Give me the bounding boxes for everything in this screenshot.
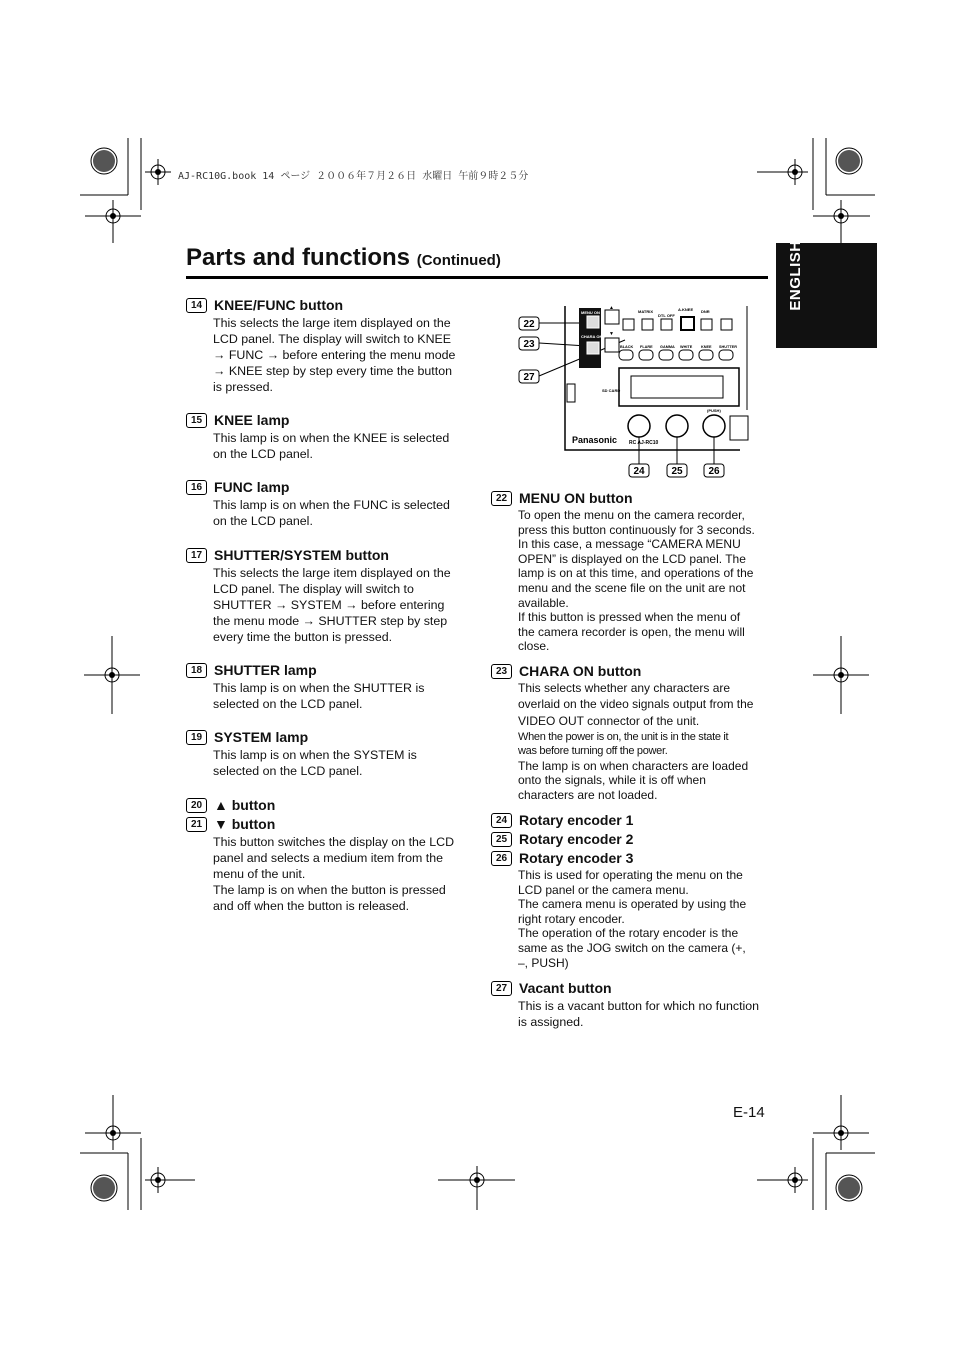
item-description: [213, 747, 466, 779]
text-line: available.: [518, 595, 569, 610]
item-number: 22: [491, 491, 512, 506]
item-description: [518, 868, 776, 970]
item-description: [518, 681, 776, 803]
callout-22-label: 22: [523, 319, 535, 330]
text-line: This lamp is on when the SHUTTER is: [213, 681, 425, 695]
item-heading: [491, 662, 776, 680]
text-line: → KNEE step by step every time the button: [213, 364, 452, 378]
item-description: [213, 834, 466, 914]
callout-24: [629, 464, 649, 477]
model-text: RC AJ-RC10: [629, 440, 659, 446]
title-rule: [186, 276, 768, 279]
text-line: and off when the button is released.: [213, 899, 410, 913]
item-description: [518, 508, 776, 654]
item-27: [491, 979, 776, 1030]
callout-23-label: 23: [523, 339, 535, 350]
text-line: selected on the LCD panel.: [213, 697, 363, 711]
text-line: This lamp is on when the KNEE is selected: [213, 431, 450, 445]
sd-card-text: SD CARD: [602, 388, 621, 393]
item-heading: [186, 796, 466, 814]
item-15: [186, 411, 466, 462]
text-line: SHUTTER → SYSTEM → before entering: [213, 598, 445, 612]
text-line: close.: [518, 639, 550, 654]
item-heading: [186, 728, 466, 746]
text-line: menu and the scene file on the unit are not: [518, 580, 746, 595]
text-line: When the power is on, the unit is in the state it: [518, 730, 729, 743]
text-line: LCD panel. The display will switch to: [213, 582, 414, 596]
text-line: The lamp is on when characters are loaded: [518, 758, 749, 773]
item-number: 26: [491, 851, 512, 866]
item-title: ▼ button: [214, 816, 276, 832]
item-heading: [186, 478, 466, 496]
rotary-encoder-3: [703, 415, 725, 437]
push-label: (PUSH): [707, 408, 721, 413]
text-line: If this button is pressed when the menu of: [518, 610, 741, 625]
up-button-fig: [605, 310, 619, 324]
label-dnr: DNR: [701, 309, 710, 314]
item-14: [186, 296, 466, 395]
item-16: [186, 478, 466, 529]
item-number: 19: [186, 730, 207, 745]
callout-25-label: 25: [671, 466, 683, 477]
item-title: KNEE lamp: [214, 412, 290, 428]
text-line: The lamp is on when the button is pressed: [213, 883, 446, 897]
label-aknee: A.KNEE: [678, 307, 694, 312]
text-line: right rotary encoder.: [518, 911, 625, 926]
item-title: Rotary encoder 2: [519, 831, 634, 847]
text-line: overlaid on the video signals output from the: [518, 696, 754, 711]
item-19: [186, 728, 466, 779]
item-20: [186, 796, 466, 814]
item-title: Rotary encoder 3: [519, 850, 634, 866]
item-number: 27: [491, 981, 512, 996]
text-line: is assigned.: [518, 1015, 584, 1029]
page-title-suffix: (Continued): [416, 252, 501, 269]
item-number: 21: [186, 817, 207, 832]
item-title: ▲ button: [214, 797, 276, 813]
rotary-encoder-1: [628, 415, 650, 437]
text-line: OPEN” is displayed on the LCD panel. The: [518, 551, 746, 566]
item-heading: [186, 411, 466, 429]
item-description: [213, 565, 466, 645]
item-25: [491, 830, 776, 848]
text-line: lamp is on at this time, and operations of the: [518, 566, 754, 581]
text-line: was before turning off the power.: [518, 745, 668, 758]
item-number: 15: [186, 413, 207, 428]
item-title: FUNC lamp: [214, 479, 290, 495]
item-title: SHUTTER/SYSTEM button: [214, 547, 389, 563]
callout-23: [519, 337, 587, 350]
callout-25: [667, 464, 687, 477]
item-description: [213, 430, 466, 462]
text-line: To open the menu on the camera recorder,: [518, 508, 745, 522]
item-number: 16: [186, 480, 207, 495]
text-line: The camera menu is operated by using the: [518, 897, 747, 912]
item-title: KNEE/FUNC button: [214, 297, 344, 313]
item-number: 23: [491, 664, 512, 679]
text-line: –, PUSH): [518, 955, 569, 970]
text-line: the menu mode → SHUTTER step by step: [213, 614, 448, 628]
text-line: panel and selects a medium item from the: [213, 851, 444, 865]
control-panel-figure: [515, 300, 777, 485]
item-heading: [491, 979, 776, 997]
menu-on-button: [587, 316, 599, 328]
text-line: characters are not loaded.: [518, 787, 658, 802]
callout-27-label: 27: [523, 372, 535, 383]
label-dtl-off: DTL OFF: [658, 313, 675, 318]
print-header-line: AJ-RC10G.book 14 ページ ２００６年７月２６日 水曜日 午前９時２５分: [178, 171, 529, 182]
chara-on-text: CHARA ON: [581, 334, 603, 339]
item-number: 24: [491, 813, 512, 828]
label-shutter: SHUTTER: [719, 345, 737, 349]
text-line: every time the button is pressed.: [213, 630, 393, 644]
callout-26-label: 26: [708, 466, 720, 477]
item-21: [186, 815, 466, 914]
language-tab-label: ENGLISH: [787, 240, 804, 311]
text-line: This lamp is on when the SYSTEM is: [213, 748, 417, 762]
item-number: 20: [186, 798, 207, 813]
item-22: [491, 489, 776, 654]
text-line: This button switches the display on the LCD: [213, 835, 455, 849]
item-17: [186, 546, 466, 645]
chara-on-button: [587, 342, 599, 354]
item-description: [518, 998, 776, 1030]
item-18: [186, 661, 466, 712]
item-heading: [186, 546, 466, 564]
item-heading: [186, 296, 466, 314]
label-black: BLACK: [620, 345, 634, 349]
text-line: onto the signals, while it is off when: [518, 773, 706, 788]
text-line: In this case, a message “CAMERA MENU: [518, 537, 741, 552]
item-number: 25: [491, 832, 512, 847]
item-number: 18: [186, 663, 207, 678]
text-line: This selects whether any characters are: [518, 681, 731, 695]
down-button-fig: [605, 338, 619, 352]
text-line: on the LCD panel.: [213, 514, 313, 528]
item-title: CHARA ON button: [519, 663, 642, 679]
text-line: LCD panel or the camera menu.: [518, 882, 689, 897]
item-description: [213, 497, 466, 529]
text-line: The operation of the rotary encoder is the: [518, 926, 739, 941]
text-line: LCD panel. The display will switch to KNEE: [213, 332, 452, 346]
text-line: on the LCD panel.: [213, 447, 313, 461]
text-line: the camera recorder is open, the menu will: [518, 624, 745, 639]
item-title: Rotary encoder 1: [519, 812, 634, 828]
item-title: Vacant button: [519, 980, 612, 996]
text-line: → FUNC → before entering the menu mode: [213, 348, 456, 362]
item-number: 14: [186, 298, 207, 313]
text-line: same as the JOG switch on the camera (+,: [518, 940, 746, 955]
menu-on-text: MENU ON: [581, 310, 600, 315]
lcd-screen: [631, 376, 723, 398]
page-title: [186, 244, 501, 272]
item-24: [491, 811, 776, 829]
item-heading: [186, 661, 466, 679]
item-description: [213, 680, 466, 712]
label-white: WHITE: [680, 345, 693, 349]
item-heading: [491, 849, 776, 867]
text-line: This selects the large item displayed on the: [213, 566, 451, 580]
item-title: SYSTEM lamp: [214, 729, 309, 745]
item-heading: [491, 489, 776, 507]
callout-26: [704, 464, 724, 477]
item-heading: [186, 815, 466, 833]
text-line: is pressed.: [213, 380, 273, 394]
item-number: 17: [186, 548, 207, 563]
page-title-text: Parts and functions: [186, 244, 411, 271]
page-number: E-14: [733, 1104, 765, 1121]
svg-text:▲: ▲: [609, 305, 614, 311]
text-line: This is used for operating the menu on the: [518, 868, 743, 882]
text-line: This selects the large item displayed on the: [213, 316, 451, 330]
rotary-encoder-2: [666, 415, 688, 437]
text-line: press this button continuously for 3 seconds.: [518, 522, 755, 537]
item-heading: [491, 811, 776, 829]
item-23: [491, 662, 776, 803]
callout-24-label: 24: [633, 466, 645, 477]
text-line: selected on the LCD panel.: [213, 764, 363, 778]
text-line: VIDEO OUT connector of the unit.: [518, 713, 700, 728]
label-flare: FLARE: [640, 345, 653, 349]
item-heading: [491, 830, 776, 848]
label-gamma: GAMMA: [660, 345, 675, 349]
item-26: [491, 849, 776, 970]
sd-slot: [567, 384, 575, 402]
text-line: This is a vacant button for which no function: [518, 999, 760, 1013]
text-line: menu of the unit.: [213, 867, 306, 881]
callout-22: [519, 317, 587, 330]
label-knee: KNEE: [701, 345, 712, 349]
item-description: [213, 315, 466, 395]
language-tab: [776, 240, 877, 348]
text-line: This lamp is on when the FUNC is selected: [213, 498, 450, 512]
brand-logo: Panasonic: [572, 435, 618, 445]
item-title: SHUTTER lamp: [214, 662, 317, 678]
item-title: MENU ON button: [519, 490, 633, 506]
label-matrix: MATRIX: [638, 309, 654, 314]
svg-text:▼: ▼: [609, 331, 614, 337]
